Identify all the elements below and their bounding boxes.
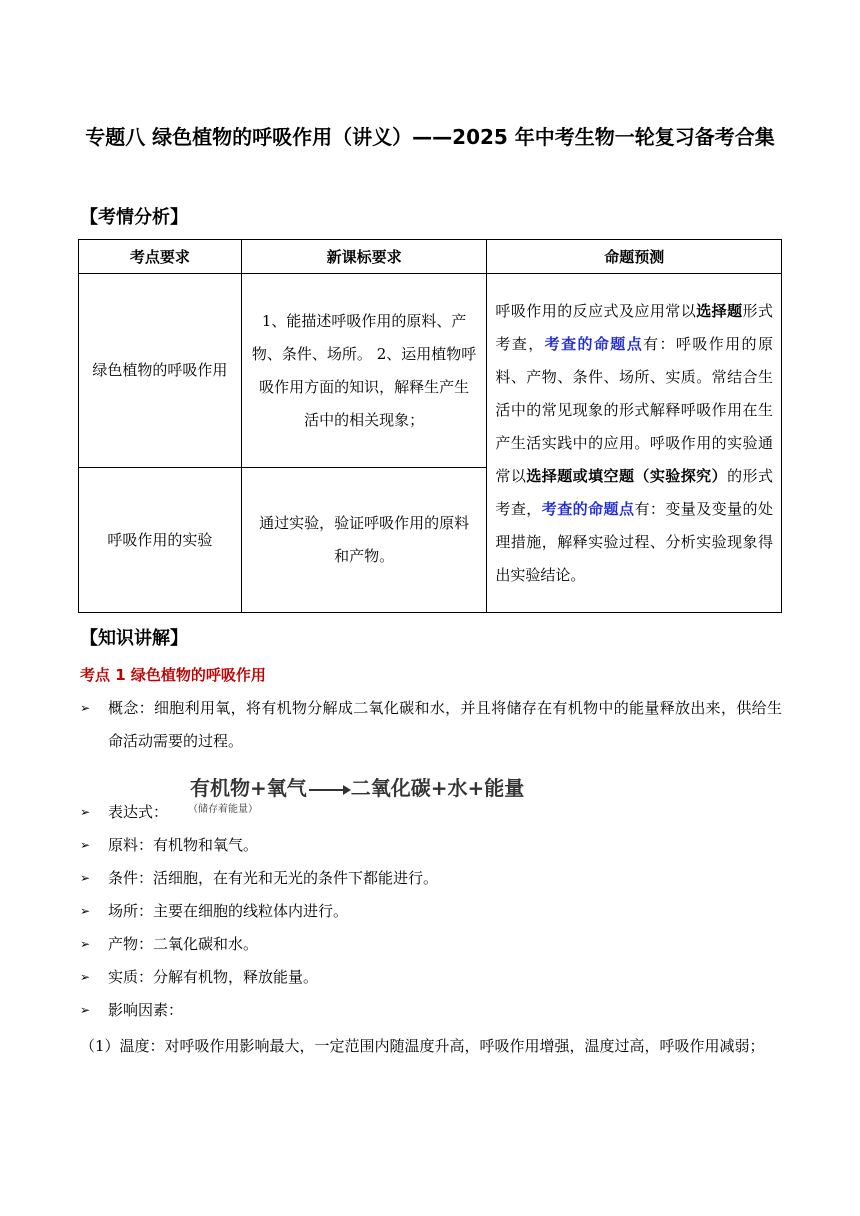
bullet-concept: ➢ 概念：细胞利用氧，将有机物分解成二氧化碳和水，并且将储存在有机物中的能量释放出来，供给生命活动需要的过程。 — [80, 692, 782, 758]
bullet-place: ➢ 场所：主要在细胞的线粒体内进行。 — [80, 895, 782, 928]
table-header-point: 考点要求 — [79, 240, 242, 274]
section-heading-analysis: 【考情分析】 — [80, 207, 188, 228]
table-cell-point: 绿色植物的呼吸作用 — [79, 274, 242, 468]
bullet-essence: ➢ 实质：分解有机物，释放能量。 — [80, 961, 782, 994]
reaction-arrow-icon — [309, 789, 349, 791]
bullet-condition: ➢ 条件：活细胞，在有光和无光的条件下都能进行。 — [80, 862, 782, 895]
analysis-table — [78, 239, 782, 613]
temperature-paragraph: （1）温度：对呼吸作用影响最大，一定范围内随温度升高，呼吸作用增强，温度过高，呼吸作用减弱； — [80, 1037, 765, 1055]
bullet-factors: ➢ 影响因素： — [80, 994, 782, 1027]
bullet-expression: ➢ 表达式： — [80, 796, 782, 829]
bullet-arrow-icon: ➢ — [80, 701, 91, 715]
bullet-arrow-icon: ➢ — [80, 805, 91, 819]
table-cell-prediction: 呼吸作用的反应式及应用常以选择题形式考查，考查的命题点有：呼吸作用的原料、产物、条件、场所、实质。常结合生活中的常见现象的形式解释呼吸作用在生产生活实践中的应用。呼吸作用的实验通常以选择题或填空题（实验探究）的形式考查，考查的命题点有：变量及变量的处理措施，解释实验过程、分析实验现象得出实验结论。 — [487, 274, 782, 613]
bullet-arrow-icon: ➢ — [80, 1003, 91, 1017]
table-cell-standard: 通过实验，验证呼吸作用的原料和产物。 — [241, 468, 487, 613]
table-header-prediction: 命题预测 — [487, 240, 782, 274]
kaodian-heading: 考点 1 绿色植物的呼吸作用 — [80, 666, 266, 684]
bullet-arrow-icon: ➢ — [80, 937, 91, 951]
table-header-standard: 新课标要求 — [241, 240, 487, 274]
table-cell-standard: 1、能描述呼吸作用的原料、产物、条件、场所。 2、运用植物呼吸作用方面的知识，解释生产生活中的相关现象； — [241, 274, 487, 468]
table-cell-point: 呼吸作用的实验 — [79, 468, 242, 613]
respiration-formula-image: 有机物+氧气 二氧化碳+水+能量 （储存着能量） — [188, 776, 525, 815]
section-heading-knowledge: 【知识讲解】 — [80, 628, 188, 649]
bullet-arrow-icon: ➢ — [80, 970, 91, 984]
bullet-material: ➢ 原料：有机物和氧气。 — [80, 829, 782, 862]
bullet-arrow-icon: ➢ — [80, 871, 91, 885]
bullet-arrow-icon: ➢ — [80, 904, 91, 918]
bullet-arrow-icon: ➢ — [80, 838, 91, 852]
document-title: 专题八 绿色植物的呼吸作用（讲义）——2025 年中考生物一轮复习备考合集 — [85, 125, 775, 149]
bullet-product: ➢ 产物：二氧化碳和水。 — [80, 928, 782, 961]
